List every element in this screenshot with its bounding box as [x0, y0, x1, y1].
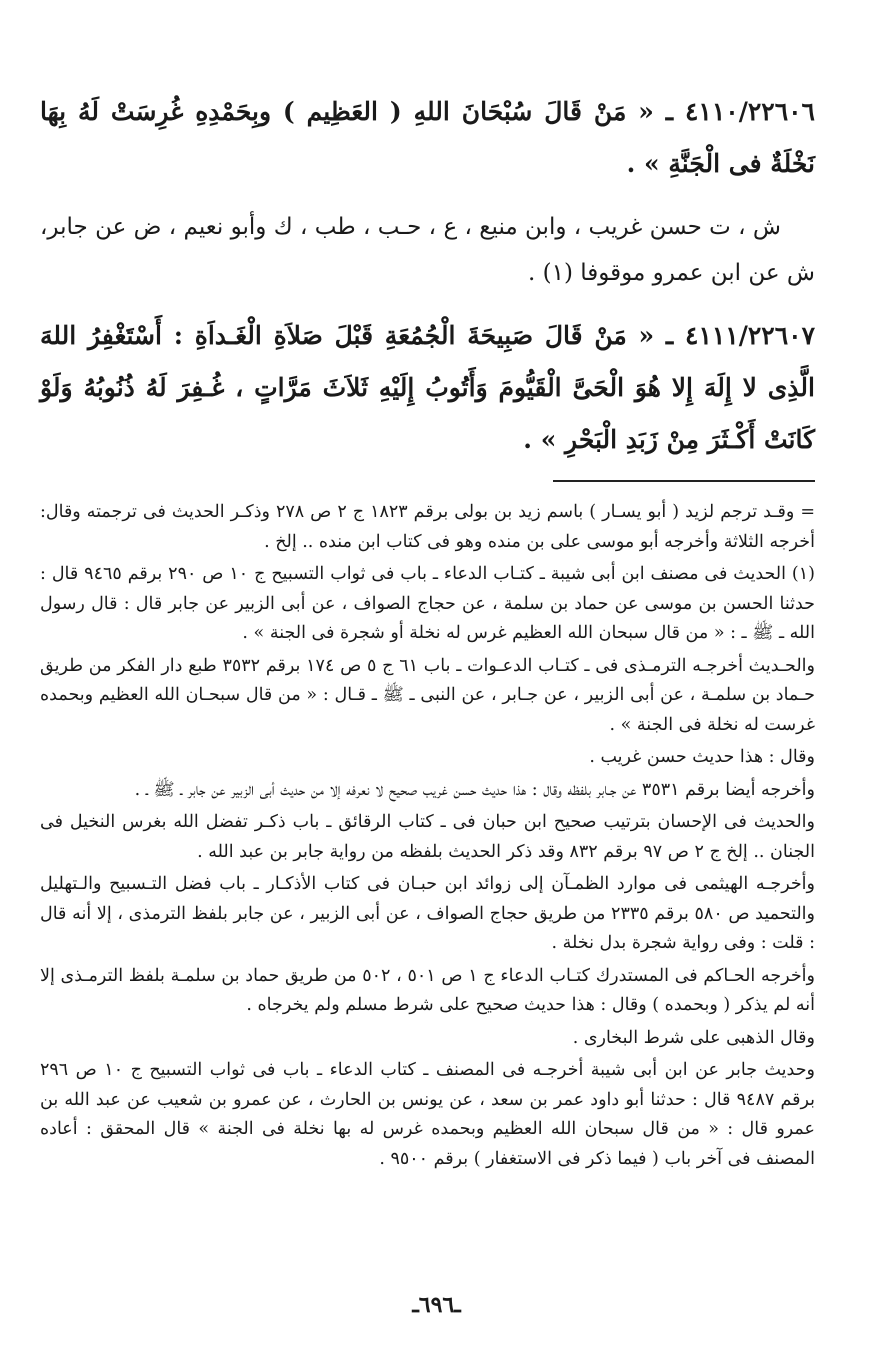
hadith-number: ٤١١٠/٢٢٦٠٦ ـ [665, 97, 815, 126]
hadith-4111 [40, 310, 815, 466]
hadith-text: « مَنْ قَالَ سُبْحَانَ اللهِ ( العَظِيم ) وبِحَمْدِهِ غُرِسَتْ لَهُ بِهَا نَخْلَةٌ فى الْجَنَّةِ » . [40, 97, 815, 178]
footnote-paragraph: وقال الذهبى على شرط البخارى . [572, 1027, 815, 1048]
footnote-paragraph: وقال : هذا حديث حسن غريب . [589, 747, 815, 767]
footnotes [40, 498, 815, 1174]
footnote-divider [553, 480, 815, 482]
footnote-continuation: = وقـد ترجم لزيد ( أبو يسـار ) باسم زيد بن بولى برقم ١٨٢٣ ج ٢ ص ٢٧٨ وذكـر الحديث فى ترجمته وقال: أخرجه الثلاثة وأخرجه أبو موسى على بن منده وهو فى كتاب ابن منده .. إلخ . [40, 502, 815, 552]
footnote-1: (١) الحديث فى مصنف ابن أبى شيبة ـ كتـاب الدعاء ـ باب فى ثواب التسبيح ج ١٠ ص ٢٩٠ برقم ٩٤٦٥ قال : حدثنا الحسن بن موسى عن حماد بن سلمة ، عن حجاج الصواف ، عن أبى الزبير عن جابر قال : قال رسول الله ـ ﷺ ـ : « من قال سبحان الله العظيم غرس له نخلة أو شجرة فى الجنة » . [40, 564, 815, 643]
footnote-paragraph: وأخرجـه الهيثمى فى موارد الظمـآن إلى زوائد ابن حبـان فى كتاب الأذكـار ـ باب فضل التـسبيح والـتهليل والتحميد ص ٥٨٠ برقم ٢٣٣٥ من طريق حجاج الصواف ، عن أبى الزبير ، عن جابر بلفظ الترمذى ، إلا أنه قال : قلت : وفى رواية شجرة بدل نخلة . [40, 874, 815, 953]
page-body [40, 86, 815, 1174]
hadith-number: ٤١١١/٢٢٦٠٧ ـ [665, 321, 815, 350]
footnote-paragraph: والحديث فى الإحسان بترتيب صحيح ابن حبان فى ـ كتاب الرقائق ـ باب ذكـر تفضل الله بغرس النخيل فى الجنان .. إلخ ج ٢ ص ٩٧ برقم ٨٣٢ وقد ذكر الحديث بلفظه من رواية جابر بن عبد الله . [40, 812, 815, 862]
hadith-4110 [40, 86, 815, 190]
footnote-paragraph: وأخرجه أيضا برقم ٣٥٣١ عن جـابر بلفظه وقال : هذا حديث حسن غريب صحيح لا نعرفه إلا من حديث أبى الزبير عن جابر ـ ﷺ ـ . [134, 779, 815, 800]
footnote-paragraph: وأخرجه الحـاكم فى المستدرك كتـاب الدعاء ج ١ ص ٥٠١ ، ٥٠٢ من طريق حماد بن سلمـة بلفظ الترمـذى إلا أنه لم يذكر ( وبحمده ) وقال : هذا حديث صحيح على شرط مسلم ولم يخرجاه . [40, 965, 815, 1015]
hadith-sources: ش ، ت حسن غريب ، وابن منيع ، ع ، حـب ، طب ، ك وأبو نعيم ، ض عن جابر، ش عن ابن عمرو موقوفا (١) . [40, 214, 815, 286]
footnote-paragraph: وحديث جابر عن ابن أبى شيبة أخرجـه فى المصنف ـ كتاب الدعاء ـ باب فى ثواب التسبيح ج ١٠ ص ٢٩٦ برقم ٩٤٨٧ قال : حدثنا أبو داود عمر بن سعد ، عن يونس بن الحارث ، عن عمرو بن شعيب عن عبد الله بن عمرو قال : « من قال سبحان الله العظيم وبحمده غرس له بها نخلة فى الجنة » قال المحقق : أعاده المصنف فى آخر باب ( فيما ذكر فى الاستغفار ) برقم ٩٥٠٠ . [40, 1060, 815, 1169]
hadith-text: « مَنْ قَالَ صَبِيحَةَ الْجُمُعَةِ قَبْلَ صَلاَةِ الْغَـداَةِ : أَسْتَغْفِرُ اللهَ الَّذِى لا إِلَهَ إِلا هُوَ الْحَىَّ الْقَيُّومَ وَأَتُوبُ إِلَيْهِ ثَلاَثَ مَرَّاتٍ ، غُـفِرَ لَهُ ذُنُوبُهُ وَلَوْ كَانَتْ أَكْـثَرَ مِنْ زَبَدِ الْبَحْرِ » . [40, 321, 815, 454]
page-number: ـ٦٩٦ـ [412, 1292, 461, 1318]
footnote-paragraph: والحـديث أخرجـه الترمـذى فى ـ كتـاب الدعـوات ـ باب ٦١ ج ٥ ص ١٧٤ برقم ٣٥٣٢ طبع دار الفكر من طريق حـماد بن سلمـة ، عن أبى الزبير ، عن جـابر ، عن النبى ـ ﷺ ـ قـال : « من قال سبحـان الله العظيم وبحمده غرست له نخلة فى الجنة » . [40, 655, 815, 735]
